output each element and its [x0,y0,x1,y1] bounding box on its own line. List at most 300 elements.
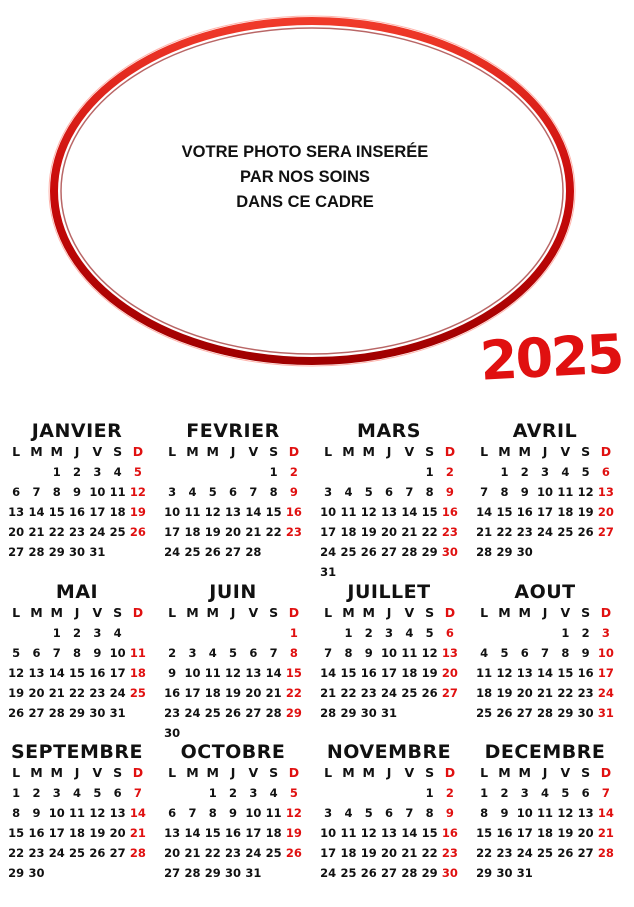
day-cell [26,623,46,643]
photo-placeholder-text [110,140,500,215]
day-cell: 27 [109,846,126,860]
weekday-label: M [518,765,531,780]
day-cell: 10 [537,485,554,499]
day-cell: 4 [73,786,82,800]
week-row [6,843,148,863]
day-cell: 21 [401,846,418,860]
week-row [474,863,616,883]
day-cell: 26 [421,686,438,700]
weekday-label: S [581,765,591,780]
day-cell: 20 [245,686,262,700]
day-cell: 11 [537,806,554,820]
weekday-label: M [206,444,219,459]
day-cell: 14 [401,826,418,840]
weekday-label: L [12,605,21,620]
weekday-label: L [12,444,21,459]
day-cell: 29 [285,706,302,720]
day-cell: 21 [184,846,201,860]
week-row [6,643,148,663]
day-cell: 21 [265,686,282,700]
day-cell: 14 [401,505,418,519]
day-cell: 16 [360,666,377,680]
day-cell: 12 [360,505,377,519]
week-row [162,663,304,683]
day-cell [223,623,243,643]
day-cell: 19 [360,846,377,860]
day-cell: 17 [109,666,126,680]
weekday-label: M [498,765,511,780]
weekday-header [162,763,304,783]
day-cell: 28 [265,706,282,720]
day-cell: 21 [245,525,262,539]
day-cell [243,723,263,743]
day-cell: 21 [476,525,493,539]
day-cell: 5 [364,806,373,820]
day-cell: 26 [557,846,574,860]
day-cell: 6 [601,465,610,479]
day-cell: 9 [445,485,454,499]
day-cell: 22 [340,686,357,700]
week-row [6,663,148,683]
day-cell [596,542,616,562]
weekday-label: M [498,605,511,620]
day-cell: 14 [597,806,614,820]
day-cell: 14 [48,666,65,680]
day-cell: 29 [204,866,221,880]
day-cell: 10 [89,485,106,499]
day-cell: 14 [476,505,493,519]
day-cell: 25 [204,706,221,720]
weekday-label: M [362,765,375,780]
day-cell: 22 [557,686,574,700]
day-cell [128,703,148,723]
day-cell: 25 [109,525,126,539]
day-cell [555,863,575,883]
day-cell: 14 [129,806,146,820]
weekday-header [318,442,460,462]
day-cell [162,623,182,643]
day-cell [263,863,283,883]
weekday-label: M [186,765,199,780]
month-octobre [162,741,304,883]
day-cell: 7 [133,786,142,800]
day-cell: 22 [496,525,513,539]
day-cell: 15 [265,505,282,519]
day-cell: 9 [93,646,102,660]
day-cell: 22 [285,686,302,700]
month-name: JANVIER [31,420,123,442]
day-cell: 28 [476,545,493,559]
day-cell: 23 [285,525,302,539]
day-cell: 4 [344,485,353,499]
day-cell: 30 [69,545,86,559]
day-cell: 23 [69,525,86,539]
day-cell: 15 [340,666,357,680]
weekday-label: S [425,605,435,620]
day-cell: 3 [93,465,102,479]
day-cell: 7 [405,485,414,499]
day-cell: 25 [340,545,357,559]
day-cell: 11 [204,666,221,680]
day-cell: 12 [285,806,302,820]
day-cell: 14 [245,505,262,519]
day-cell [399,462,419,482]
weekday-header [474,763,616,783]
day-cell [535,623,555,643]
day-cell: 7 [541,646,550,660]
weekday-label: J [542,605,548,620]
day-cell [474,462,494,482]
day-cell: 27 [381,866,398,880]
month-name: JUIN [209,581,257,603]
month-janvier [6,420,148,562]
day-cell: 8 [289,646,298,660]
day-cell [182,462,202,482]
weekday-label: L [480,444,489,459]
day-cell [203,723,223,743]
day-cell: 1 [561,626,570,640]
day-cell: 18 [69,826,86,840]
day-cell: 31 [597,706,614,720]
day-cell: 23 [496,846,513,860]
day-cell: 27 [28,706,45,720]
day-cell: 17 [320,525,337,539]
day-cell: 3 [324,806,333,820]
day-cell: 31 [516,866,533,880]
weekday-label: J [230,765,236,780]
week-row [474,783,616,803]
day-cell: 7 [188,806,197,820]
weekday-label: V [560,444,571,459]
day-cell: 29 [557,706,574,720]
day-cell: 30 [89,706,106,720]
weekday-label: J [386,444,392,459]
week-row [474,542,616,562]
day-cell: 5 [93,786,102,800]
weekday-label: M [50,444,63,459]
day-cell: 13 [597,485,614,499]
day-cell: 6 [32,646,41,660]
day-cell: 24 [164,545,181,559]
weekday-label: S [269,444,279,459]
day-cell: 2 [364,626,373,640]
day-cell: 16 [441,505,458,519]
week-row [162,623,304,643]
day-cell: 8 [344,646,353,660]
weekday-label: M [342,765,355,780]
week-row [318,522,460,542]
day-cell: 3 [188,646,197,660]
day-cell: 3 [52,786,61,800]
day-cell: 5 [561,786,570,800]
month-decembre [474,741,616,883]
day-cell: 6 [12,485,21,499]
day-cell: 11 [109,485,126,499]
day-cell [6,623,26,643]
day-cell: 30 [496,866,513,880]
week-row [6,542,148,562]
week-row [162,522,304,542]
day-cell: 19 [557,826,574,840]
day-cell: 8 [425,485,434,499]
day-cell [203,462,223,482]
day-cell [596,863,616,883]
day-cell [284,723,304,743]
day-cell: 10 [164,505,181,519]
weekday-label: M [206,765,219,780]
day-cell: 4 [344,806,353,820]
day-cell: 3 [249,786,258,800]
day-cell: 7 [52,646,61,660]
day-cell: 31 [109,706,126,720]
weekday-label: L [480,605,489,620]
day-cell: 6 [385,485,394,499]
day-cell: 6 [581,786,590,800]
weekday-label: M [186,605,199,620]
day-cell: 15 [204,826,221,840]
month-juillet [318,581,460,723]
day-cell: 16 [225,826,242,840]
weekday-label: V [560,605,571,620]
day-cell: 20 [225,525,242,539]
weekday-label: L [168,605,177,620]
day-cell: 12 [360,826,377,840]
weekday-label: L [324,605,333,620]
day-cell [47,863,67,883]
day-cell: 29 [8,866,25,880]
day-cell: 25 [476,706,493,720]
day-cell: 10 [320,505,337,519]
day-cell: 3 [324,485,333,499]
day-cell: 10 [184,666,201,680]
month-name: SEPTEMBRE [10,741,144,763]
day-cell: 1 [269,465,278,479]
day-cell: 29 [69,706,86,720]
day-cell: 17 [516,826,533,840]
day-cell: 4 [405,626,414,640]
weekday-label: J [542,444,548,459]
day-cell [203,623,223,643]
day-cell: 24 [245,846,262,860]
day-cell: 12 [225,666,242,680]
day-cell: 16 [164,686,181,700]
day-cell: 20 [28,686,45,700]
weekday-label: S [425,765,435,780]
day-cell [128,623,148,643]
day-cell: 12 [8,666,25,680]
week-row [162,703,304,723]
week-row [474,482,616,502]
day-cell: 8 [480,806,489,820]
month-mars [318,420,460,582]
weekday-label: M [342,605,355,620]
weekday-label: D [600,765,612,780]
month-name: MAI [55,581,99,603]
week-row [474,803,616,823]
day-cell: 28 [48,706,65,720]
weekday-label: D [288,605,300,620]
day-cell: 23 [89,686,106,700]
month-fevrier [162,420,304,562]
day-cell: 22 [69,686,86,700]
weekday-header [162,442,304,462]
weekday-label: S [113,765,123,780]
week-row [6,522,148,542]
day-cell: 2 [229,786,238,800]
week-row [162,482,304,502]
day-cell: 17 [537,505,554,519]
day-cell: 11 [340,505,357,519]
day-cell: 10 [245,806,262,820]
week-row [6,502,148,522]
day-cell: 31 [245,866,262,880]
day-cell: 9 [73,485,82,499]
week-row [162,542,304,562]
day-cell: 19 [421,666,438,680]
weekday-label: M [362,605,375,620]
day-cell [87,863,107,883]
day-cell: 13 [8,505,25,519]
weekday-label: J [230,444,236,459]
day-cell: 12 [557,806,574,820]
day-cell [182,723,202,743]
day-cell: 15 [557,666,574,680]
day-cell: 5 [12,646,21,660]
weekday-label: V [404,444,415,459]
month-name: AVRIL [512,420,578,442]
day-cell: 8 [500,485,509,499]
day-cell: 1 [344,626,353,640]
day-cell: 20 [381,525,398,539]
day-cell: 4 [269,786,278,800]
day-cell: 28 [401,866,418,880]
day-cell: 2 [168,646,177,660]
day-cell: 15 [48,505,65,519]
day-cell [107,542,127,562]
day-cell: 18 [129,666,146,680]
day-cell: 20 [109,826,126,840]
weekday-label: D [288,444,300,459]
day-cell: 3 [520,786,529,800]
day-cell: 18 [557,505,574,519]
week-row [6,623,148,643]
day-cell: 2 [520,465,529,479]
day-cell: 16 [496,826,513,840]
day-cell: 30 [225,866,242,880]
day-cell: 24 [516,846,533,860]
day-cell [575,542,595,562]
day-cell [359,783,379,803]
photo-text-line: VOTRE PHOTO SERA INSERÉE [181,143,429,161]
day-cell: 29 [421,866,438,880]
weekday-label: L [12,765,21,780]
weekday-label: D [132,444,144,459]
day-cell: 20 [516,686,533,700]
day-cell: 26 [89,846,106,860]
week-row [318,562,460,582]
day-cell: 2 [289,465,298,479]
day-cell: 3 [93,626,102,640]
day-cell: 23 [360,686,377,700]
day-cell: 22 [265,525,282,539]
photo-text-line: PAR NOS SOINS [240,168,370,186]
week-row [6,863,148,883]
day-cell: 26 [225,706,242,720]
weekday-label: V [92,765,103,780]
day-cell: 18 [340,846,357,860]
day-cell: 25 [184,545,201,559]
day-cell: 7 [269,646,278,660]
week-row [6,783,148,803]
day-cell: 21 [320,686,337,700]
weekday-label: S [113,444,123,459]
day-cell: 17 [597,666,614,680]
day-cell: 17 [320,846,337,860]
day-cell [474,623,494,643]
day-cell: 11 [401,646,418,660]
day-cell: 16 [441,826,458,840]
day-cell: 4 [208,646,217,660]
day-cell: 13 [577,806,594,820]
day-cell: 5 [364,485,373,499]
day-cell: 25 [537,846,554,860]
month-avril [474,420,616,562]
day-cell [440,703,460,723]
day-cell: 7 [405,806,414,820]
week-row [162,462,304,482]
week-row [318,803,460,823]
day-cell: 2 [73,465,82,479]
day-cell: 14 [28,505,45,519]
week-row [318,703,460,723]
day-cell: 23 [577,686,594,700]
day-cell: 23 [225,846,242,860]
day-cell: 4 [541,786,550,800]
day-cell: 5 [208,485,217,499]
day-cell: 2 [500,786,509,800]
week-row [474,823,616,843]
day-cell: 13 [28,666,45,680]
weekday-label: J [386,765,392,780]
weekday-label: D [444,605,456,620]
day-cell: 15 [421,505,438,519]
day-cell [535,542,555,562]
weekday-label: S [113,605,123,620]
day-cell: 17 [381,666,398,680]
week-row [474,502,616,522]
day-cell: 6 [385,806,394,820]
day-cell: 26 [285,846,302,860]
week-row [318,482,460,502]
day-cell [263,623,283,643]
day-cell: 22 [8,846,25,860]
day-cell [318,783,338,803]
day-cell: 18 [184,525,201,539]
day-cell: 8 [52,485,61,499]
weekday-label: M [30,444,43,459]
weekday-label: J [74,765,80,780]
day-cell [263,542,283,562]
day-cell [128,542,148,562]
day-cell: 26 [360,866,377,880]
week-row [162,823,304,843]
day-cell: 27 [225,545,242,559]
weekday-header [6,603,148,623]
day-cell: 19 [577,505,594,519]
month-aout [474,581,616,723]
weekday-label: S [269,765,279,780]
weekday-label: M [206,605,219,620]
